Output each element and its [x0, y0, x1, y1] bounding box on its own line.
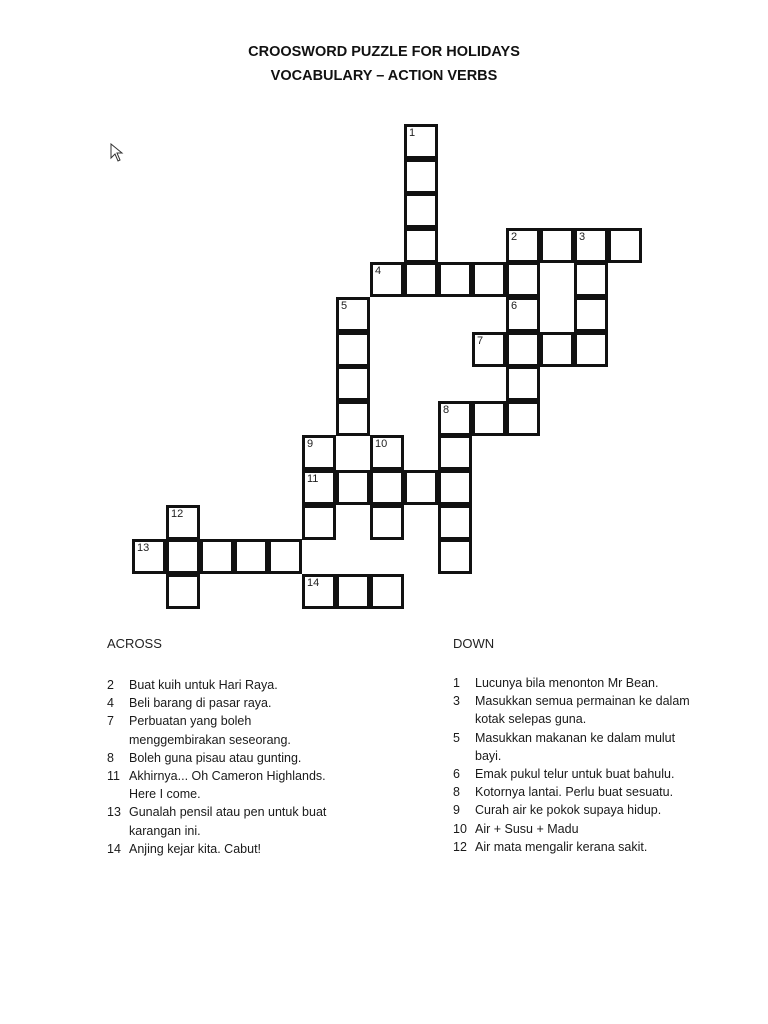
crossword-cell[interactable] — [404, 262, 438, 297]
crossword-cell[interactable] — [370, 435, 404, 470]
clue-number: 1 — [453, 676, 460, 690]
across-clue-list — [107, 676, 347, 858]
crossword-cell[interactable] — [268, 539, 302, 574]
crossword-cell[interactable] — [438, 505, 472, 540]
clue-item — [453, 729, 693, 765]
crossword-cell[interactable] — [438, 539, 472, 574]
crossword-cell[interactable] — [370, 262, 404, 297]
clue-text: Boleh guna pisau atau gunting. — [129, 750, 302, 765]
clue-text: Curah air ke pokok supaya hidup. — [475, 803, 662, 818]
crossword-cell[interactable] — [336, 470, 370, 505]
cell-number: 9 — [307, 438, 314, 451]
clue-number: 7 — [107, 714, 114, 729]
clue-item — [107, 767, 347, 803]
clue-item — [107, 749, 347, 767]
crossword-cell[interactable] — [302, 574, 336, 609]
clue-item — [107, 694, 347, 712]
crossword-cell[interactable] — [574, 262, 608, 297]
clue-text: Akhirnya... Oh Cameron Highlands. Here I come. — [129, 769, 326, 802]
cell-number: 12 — [171, 507, 184, 520]
crossword-cell[interactable] — [472, 401, 506, 436]
clue-text: Anjing kejar kita. Cabut! — [129, 841, 262, 856]
clue-item — [107, 840, 347, 858]
clue-text: Beli barang di pasar raya. — [129, 696, 272, 711]
crossword-cell[interactable] — [336, 401, 370, 436]
crossword-cell[interactable] — [608, 228, 642, 263]
cell-number: 3 — [579, 230, 586, 243]
clue-item — [107, 712, 347, 748]
down-heading: DOWN — [453, 636, 495, 651]
cell-number: 4 — [375, 265, 382, 278]
crossword-cell[interactable] — [574, 332, 608, 367]
crossword-cell[interactable] — [574, 297, 608, 332]
crossword-cell[interactable] — [200, 539, 234, 574]
crossword-cell[interactable] — [540, 332, 574, 367]
crossword-cell[interactable] — [166, 539, 200, 574]
crossword-cell[interactable] — [336, 366, 370, 401]
clue-item — [107, 803, 347, 839]
clue-number: 9 — [453, 803, 460, 818]
clue-number: 12 — [453, 839, 467, 854]
crossword-cell[interactable] — [574, 228, 608, 263]
clue-number: 6 — [453, 767, 460, 782]
clue-number: 10 — [453, 821, 467, 836]
crossword-cell[interactable] — [132, 539, 166, 574]
clue-item — [453, 692, 693, 728]
crossword-cell[interactable] — [302, 505, 336, 540]
clue-number: 8 — [107, 750, 114, 765]
crossword-cell[interactable] — [506, 262, 540, 297]
crossword-cell[interactable] — [166, 574, 200, 609]
clue-text: Gunalah pensil atau pen untuk buat karangan ini. — [129, 805, 327, 838]
clue-number: 4 — [107, 696, 114, 711]
puzzle-subtitle: VOCABULARY – ACTION VERBS — [270, 68, 498, 84]
cell-number: 8 — [443, 403, 450, 416]
crossword-cell[interactable] — [336, 574, 370, 609]
crossword-cell[interactable] — [336, 297, 370, 332]
crossword-cell[interactable] — [234, 539, 268, 574]
crossword-cell[interactable] — [472, 262, 506, 297]
cell-number: 11 — [307, 473, 319, 485]
clue-item — [453, 674, 693, 692]
cell-number: 2 — [511, 230, 518, 243]
crossword-cell[interactable] — [404, 228, 438, 263]
clue-number: 2 — [107, 678, 114, 692]
clue-number: 14 — [107, 841, 121, 856]
crossword-cell[interactable] — [404, 159, 438, 194]
clue-number: 11 — [107, 769, 120, 784]
clue-text: Masukkan makanan ke dalam mulut bayi. — [475, 730, 676, 763]
clue-text: Air mata mengalir kerana sakit. — [475, 839, 648, 854]
cell-number: 10 — [375, 438, 388, 451]
clue-item — [453, 838, 693, 856]
crossword-cell[interactable] — [302, 435, 336, 470]
crossword-cell[interactable] — [370, 470, 404, 505]
clue-text: Air + Susu + Madu — [475, 821, 579, 836]
crossword-cell[interactable] — [506, 401, 540, 436]
clue-item — [453, 801, 693, 819]
crossword-cell[interactable] — [438, 401, 472, 436]
clue-item — [453, 765, 693, 783]
crossword-cell[interactable] — [540, 228, 574, 263]
crossword-cell[interactable] — [438, 435, 472, 470]
cell-number: 7 — [477, 334, 484, 347]
clue-text: Lucunya bila menonton Mr Bean. — [475, 676, 659, 690]
crossword-cell[interactable] — [438, 470, 472, 505]
crossword-cell[interactable] — [404, 193, 438, 228]
cell-number: 1 — [409, 127, 416, 139]
crossword-cell[interactable] — [404, 124, 438, 159]
crossword-cell[interactable] — [472, 332, 506, 367]
crossword-cell[interactable] — [506, 366, 540, 401]
crossword-cell[interactable] — [506, 228, 540, 263]
crossword-cell[interactable] — [336, 332, 370, 367]
clue-item — [453, 820, 693, 838]
clue-number: 3 — [453, 694, 460, 709]
clue-text: Masukkan semua permainan ke dalam kotak selepas guna. — [475, 694, 690, 727]
clue-text: Buat kuih untuk Hari Raya. — [129, 678, 278, 692]
clue-number: 13 — [107, 805, 121, 820]
clue-number: 5 — [453, 730, 460, 745]
crossword-cell[interactable] — [506, 332, 540, 367]
clue-text: Kotornya lantai. Perlu buat sesuatu. — [475, 785, 674, 800]
cell-number: 5 — [341, 300, 348, 312]
crossword-cell[interactable] — [438, 262, 472, 297]
clue-item — [107, 676, 347, 694]
down-clue-list — [453, 674, 693, 856]
crossword-cell[interactable] — [302, 470, 336, 505]
crossword-cell[interactable] — [166, 505, 200, 540]
crossword-cell[interactable] — [370, 574, 404, 609]
clue-text: Emak pukul telur untuk buat bahulu. — [475, 767, 675, 782]
crossword-cell[interactable] — [370, 505, 404, 540]
clue-number: 8 — [453, 785, 460, 800]
cell-number: 14 — [307, 576, 320, 589]
crossword-cell[interactable] — [404, 470, 438, 505]
cell-number: 13 — [137, 542, 150, 555]
puzzle-title: CROOSWORD PUZZLE FOR HOLIDAYS — [248, 44, 520, 60]
clue-text: Perbuatan yang boleh menggembirakan seseorang. — [129, 714, 291, 747]
clue-item — [453, 783, 693, 801]
cell-number: 6 — [511, 300, 518, 312]
across-heading: ACROSS — [107, 636, 162, 651]
crossword-cell[interactable] — [506, 297, 540, 332]
